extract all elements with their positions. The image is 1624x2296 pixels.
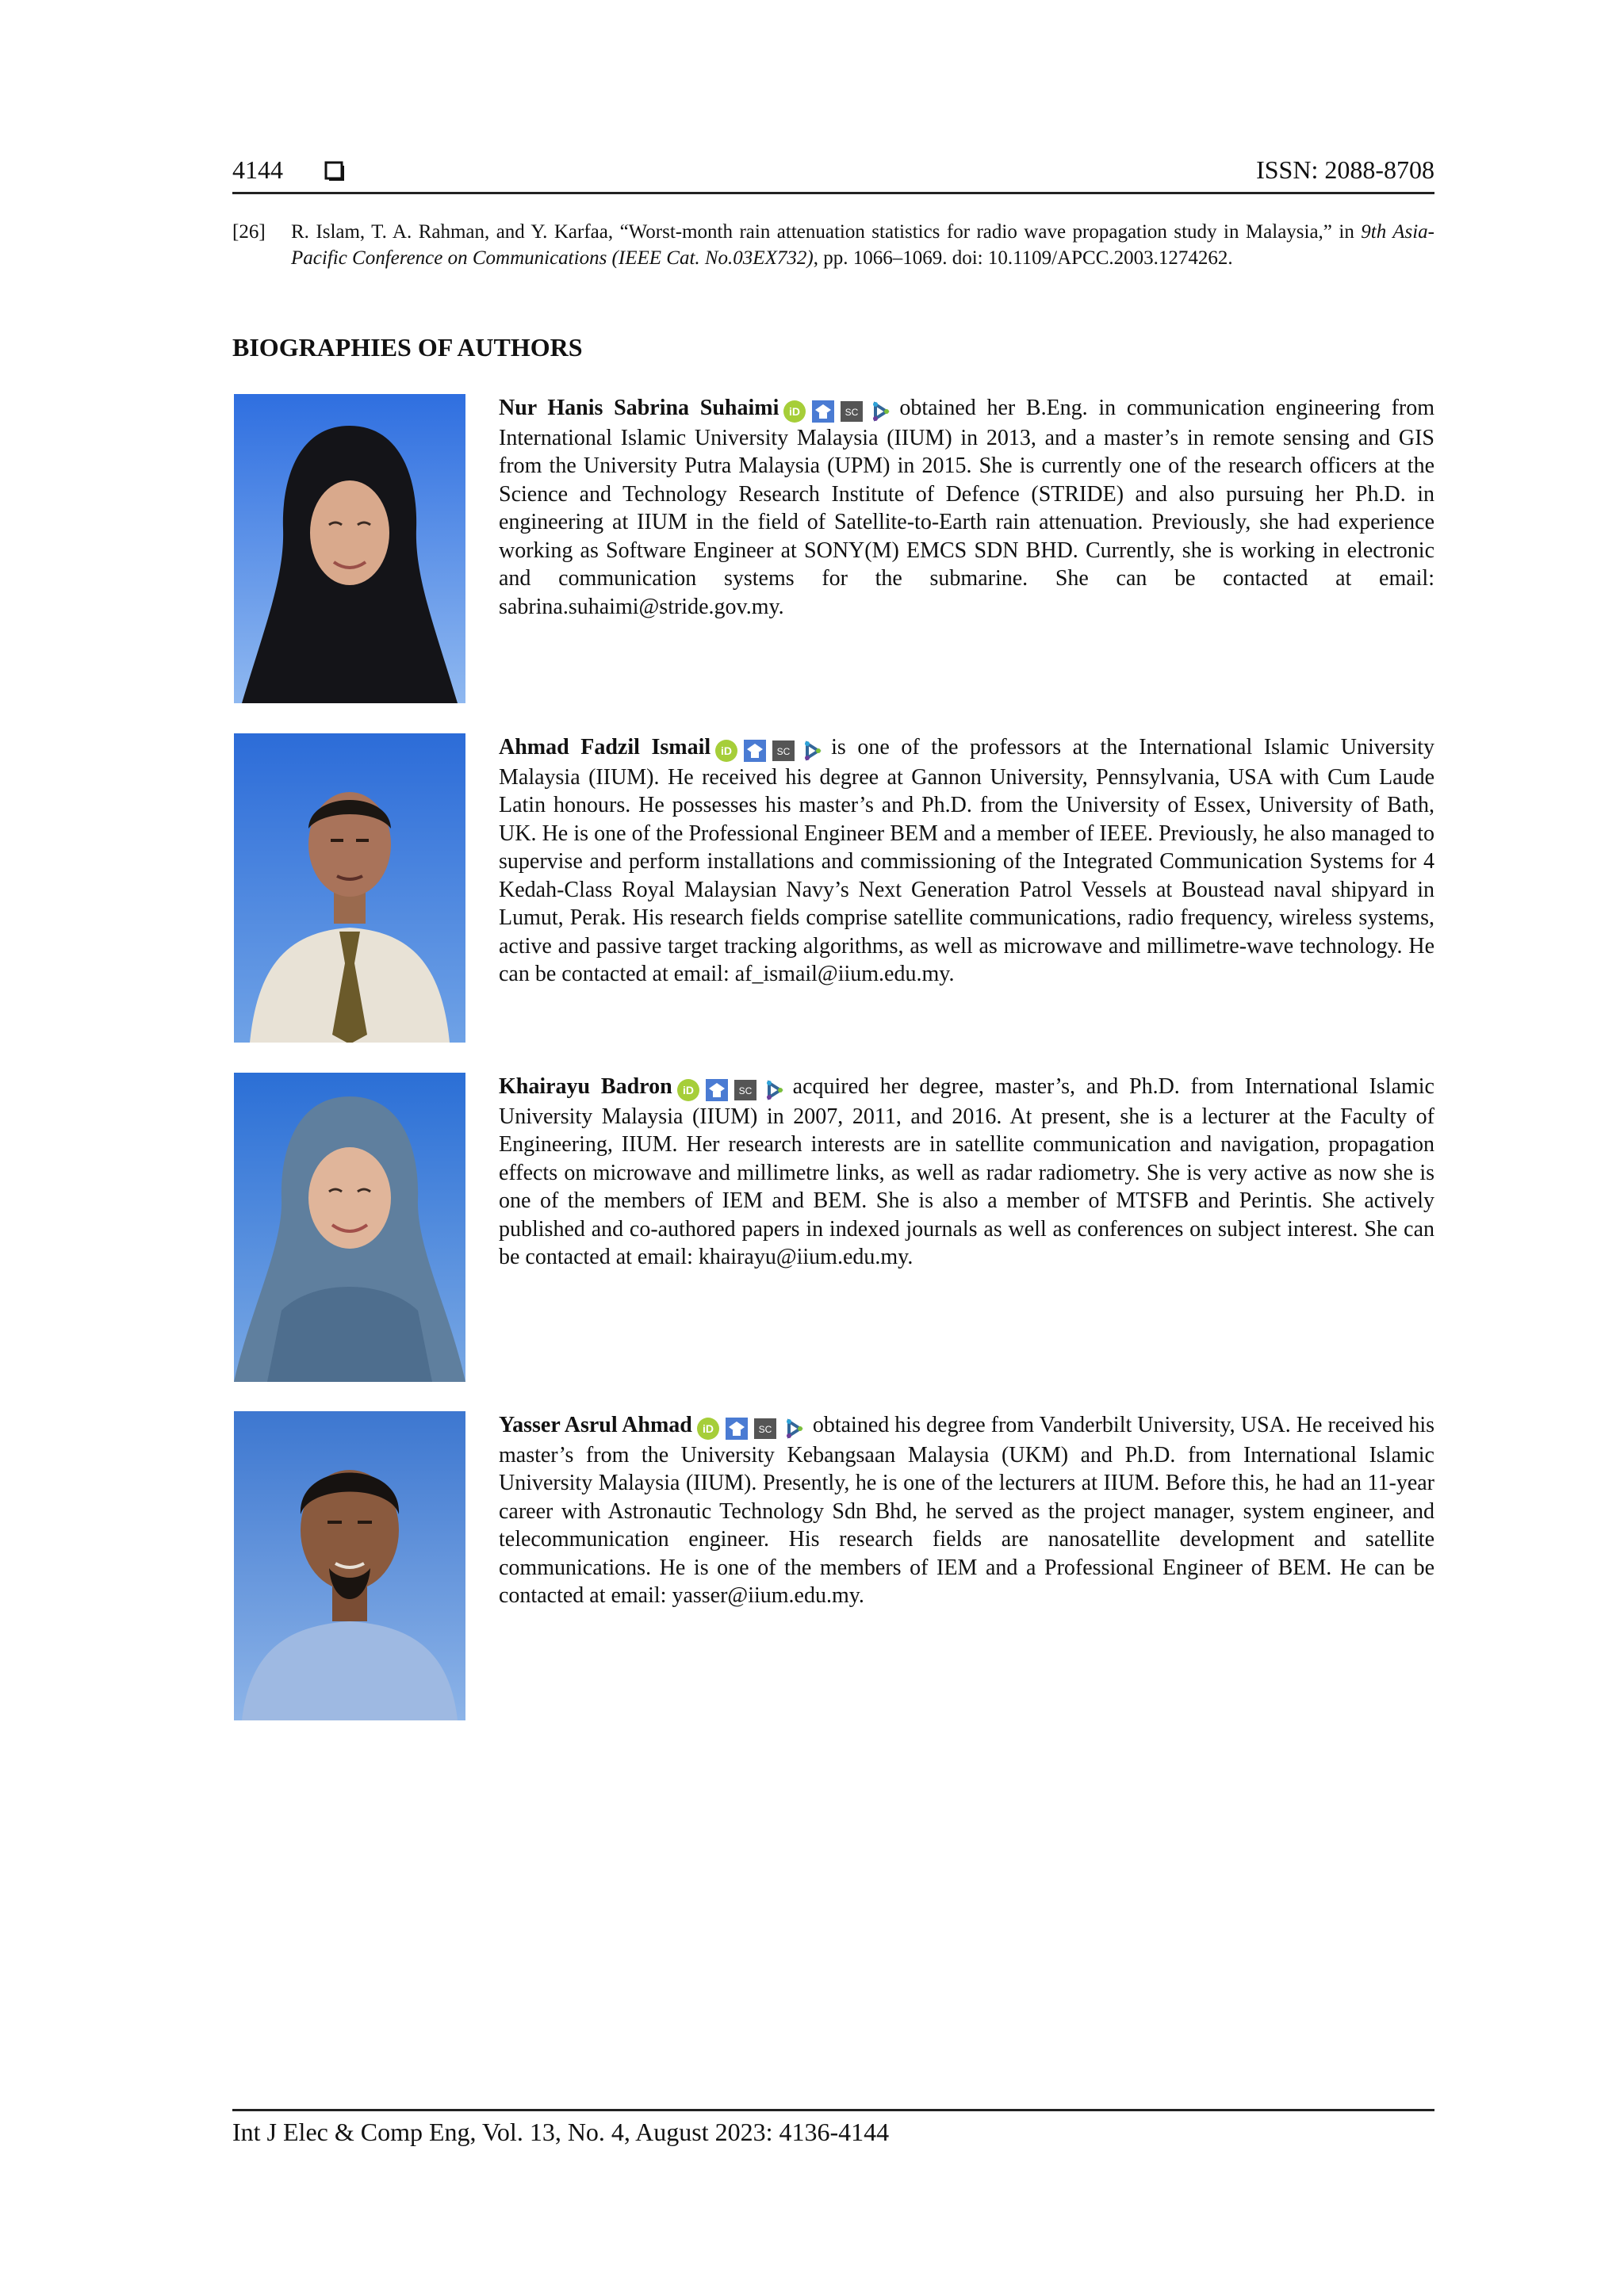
scopus-icon[interactable]: [734, 1080, 756, 1100]
publons-icon[interactable]: [801, 740, 822, 761]
square-bullet-icon: [324, 159, 345, 179]
svg-text:iD: iD: [702, 1422, 714, 1435]
author-bio-body: obtained her B.Eng. in communication engineering from International Islamic University Malaysia (IIUM) in 2013, and a master’s in remote sensing and GIS from the University Putra Malaysia (UPM) in 2015. She is currently one of the research officers at the Science and Technology Research Institute of Defence (STRIDE) and also pursuing her Ph.D. in engineering at IIUM in the field of Satellite-to-Earth rain attenuation. Previously, she had experience working as Software Engineer at SONY(M) EMCS SDN BHD. Currently, she is working in electronic and communication systems for the submarine. She can be contacted at email: sabrina.suhaimi@stride.gov.my.: [499, 396, 1434, 619]
author-bio-text: [499, 1411, 1434, 1610]
scopus-icon[interactable]: [754, 1418, 776, 1439]
author-profile-icons: [677, 1074, 790, 1103]
svg-text:iD: iD: [721, 744, 733, 757]
scopus-icon[interactable]: [841, 401, 863, 422]
issn: ISSN: 2088-8708: [1256, 155, 1434, 184]
author-photo: [234, 394, 465, 703]
author-name: Khairayu Badron: [499, 1074, 672, 1099]
publons-icon[interactable]: [783, 1418, 803, 1439]
publons-icon[interactable]: [869, 401, 890, 422]
reference-entry: [232, 219, 1434, 271]
author-name: Yasser Asrul Ahmad: [499, 1413, 692, 1437]
author-profile-icons: [783, 396, 896, 424]
google-scholar-icon[interactable]: [744, 740, 766, 762]
google-scholar-icon[interactable]: [726, 1418, 748, 1440]
section-title: BIOGRAPHIES OF AUTHORS: [232, 333, 583, 362]
orcid-icon[interactable]: [783, 400, 806, 423]
google-scholar-icon[interactable]: [812, 400, 834, 423]
reference-number: [26]: [232, 221, 266, 243]
author-bio-body: is one of the professors at the International Islamic University Malaysia (IIUM). He received his degree at Gannon University, Pennsylvania, USA with Cum Laude Latin honours. He possesses his master’s and Ph.D. from the University of Essex, University of Bath, UK. He is one of the Professional Engineer BEM and a member of IEEE. Previously, he also managed to supervise and perform installations and commissioning of the Integrated Communication Systems for 4 Kedah-Class Royal Malaysian Navy’s Next Generation Patrol Vessels at Boustead naval shipyard in Lumut, Perak. His research fields comprise satellite communications, radio frequency, wireless systems, active and passive target tracking algorithms, as well as microwave and millimetre-wave technology. He can be contacted at email: af_ismail@iium.edu.my.: [499, 735, 1435, 986]
reference-venue: 9th Asia-Pacific Conference on Communications (IEEE Cat. No.03EX732): [291, 221, 1435, 269]
orcid-icon[interactable]: [677, 1079, 699, 1101]
author-photo-1-image: [234, 394, 465, 703]
publons-icon[interactable]: [763, 1080, 783, 1100]
scopus-label: SC: [738, 1085, 752, 1096]
author-name: Nur Hanis Sabrina Suhaimi: [499, 396, 779, 420]
author-name: Ahmad Fadzil Ismail: [499, 735, 711, 760]
orcid-icon[interactable]: [697, 1418, 719, 1440]
author-photo: [234, 1411, 465, 1720]
journal-citation: Int J Elec & Comp Eng, Vol. 13, No. 4, August 2023: 4136-4144: [232, 2118, 890, 2146]
scopus-icon[interactable]: [772, 740, 795, 761]
author-bio-text: [499, 1073, 1434, 1272]
page-number: 4144: [232, 155, 283, 184]
svg-text:iD: iD: [789, 404, 801, 418]
orcid-icon[interactable]: [715, 740, 737, 762]
author-photo-2-image: [234, 733, 465, 1043]
reference-text: [291, 219, 1434, 271]
author-photo: [234, 733, 465, 1043]
author-bio-body: obtained his degree from Vanderbilt University, USA. He received his master’s from the University Kebangsaan Malaysia (UKM) and Ph.D. from International Islamic University Malaysia (IIUM). Presently, he is one of the lecturers at IIUM. Before this, he had an 11-year career with Astronautic Technology Sdn Bhd, he served as the project manager, system engineer, and telecommunication engineer. His research fields are nanosatellite development and satellite communications. He is one of the members of IEM and a Professional Engineer of BEM. He can be contacted at email: yasser@iium.edu.my.: [499, 1413, 1434, 1608]
author-profile-icons: [715, 735, 828, 763]
author-bio-text: [499, 394, 1434, 621]
svg-text:iD: iD: [682, 1083, 694, 1096]
reference-pages-doi: , pp. 1066–1069. doi: 10.1109/APCC.2003.1274262.: [813, 247, 1233, 269]
author-bio-text: [499, 733, 1434, 989]
author-photo-4-image: [234, 1411, 465, 1720]
page-header: [232, 152, 1434, 194]
scopus-label: SC: [776, 745, 791, 757]
page-footer: [232, 2109, 1434, 2147]
scopus-label: SC: [845, 406, 859, 418]
author-photo-3-image: [234, 1073, 465, 1382]
author-profile-icons: [697, 1413, 810, 1441]
reference-authors-title: R. Islam, T. A. Rahman, and Y. Karfaa, “Worst-month rain attenuation statistics for radio wave propagation study in Malaysia,” in: [291, 221, 1362, 243]
author-photo: [234, 1073, 465, 1382]
google-scholar-icon[interactable]: [706, 1079, 728, 1101]
scopus-label: SC: [758, 1423, 772, 1435]
author-bio-body: acquired her degree, master’s, and Ph.D. from International Islamic University Malaysia (IIUM) in 2007, 2011, and 2016. At present, she is a lecturer at the Faculty of Engineering, IIUM. Her research interests are in satellite communication and navigation, propagation effects on microwave and millimetre links, as well as radar radiometry. She is very active as now she is one of the members of IEM and BEM. She is also a member of MTSFB and Perintis. She actively published and co-authored papers in indexed journals as well as conferences on subject interest. She can be contacted at email: khairayu@iium.edu.my.: [499, 1074, 1434, 1269]
